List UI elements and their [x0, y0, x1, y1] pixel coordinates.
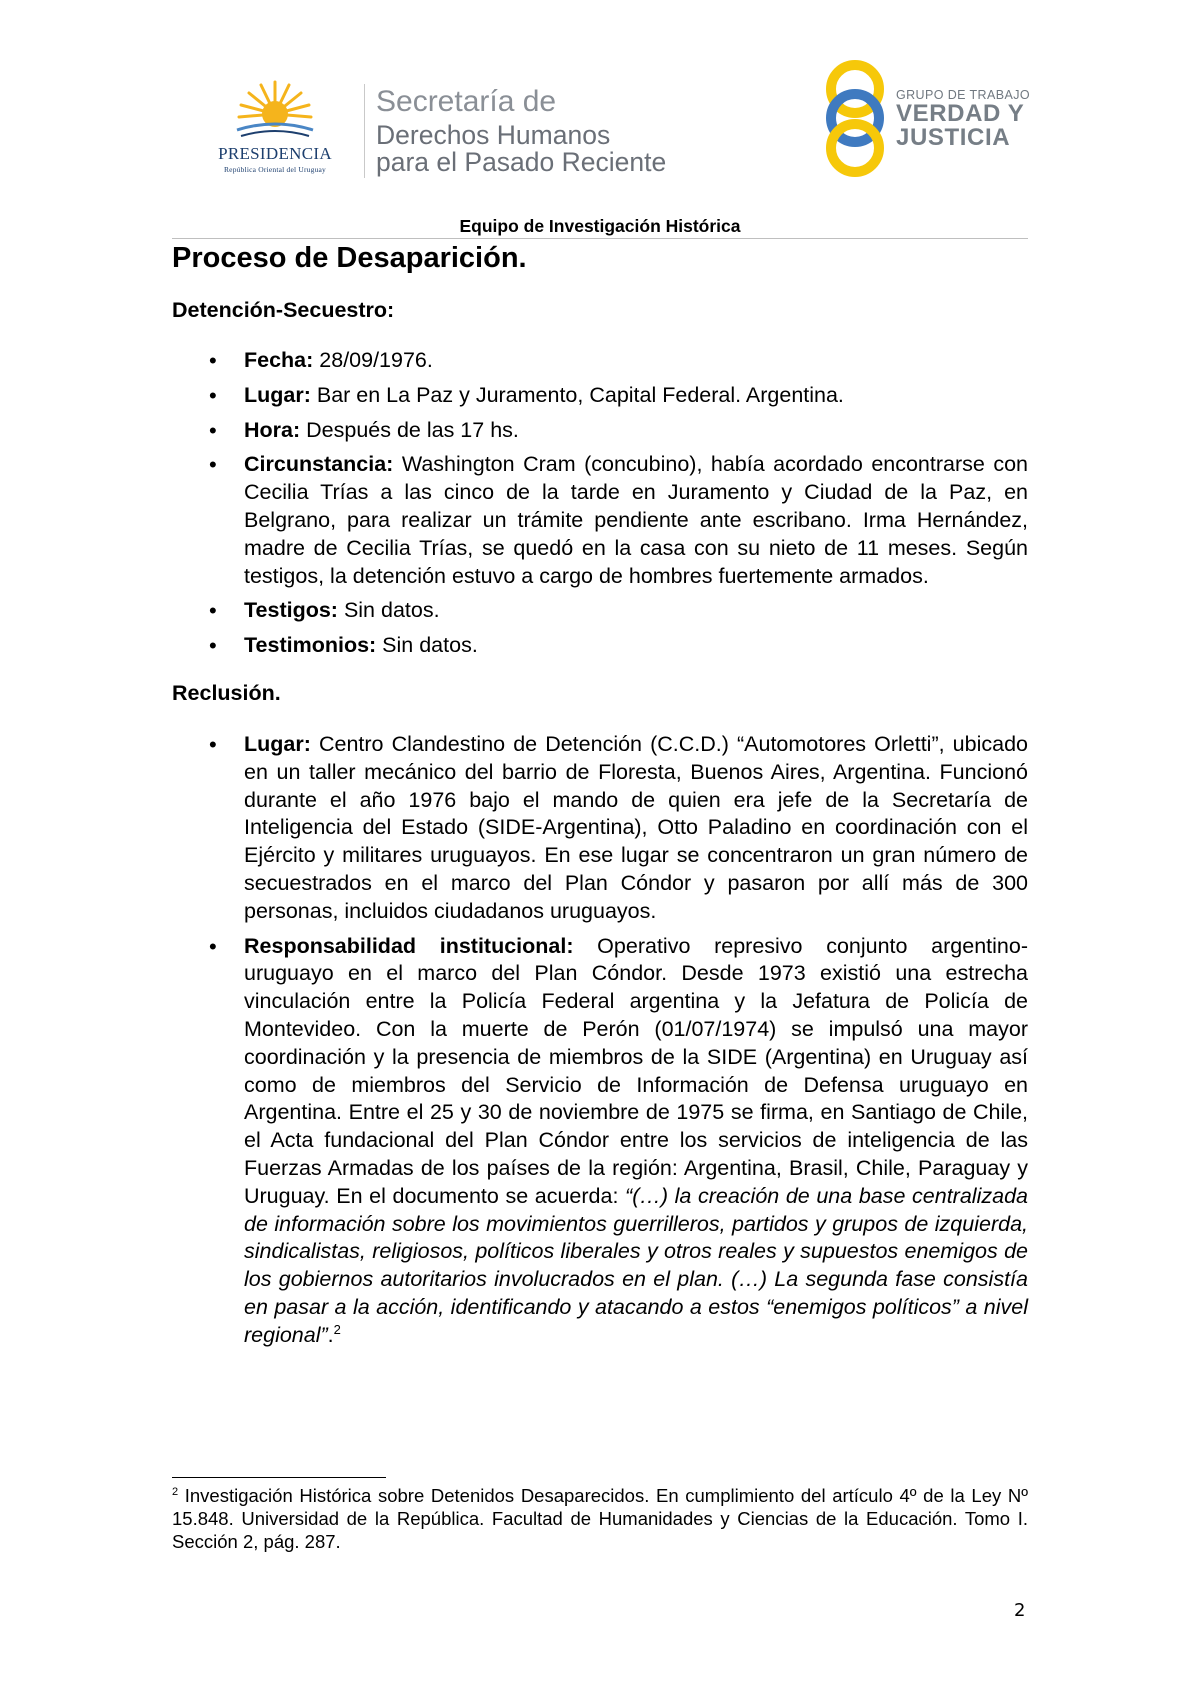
list-item	[172, 933, 1028, 1350]
list-item	[172, 451, 1028, 590]
item-text: Centro Clandestino de Detención (C.C.D.) “Automotores Orletti”, ubicado en un taller mecánico del barrio de Floresta, Buenos Aires, Argentina. Funcionó durante el año 1976 bajo el mando de quien era jefe de la Secretaría de Inteligencia del Estado (SIDE-Argentina), Otto Paladino en coordinación con el Ejército y militares uruguayos. En ese lugar se concentraron un gran número de secuestrados en el marco del Plan Cóndor y pasaron por allí más de 300 personas, incluidos ciudadanos uruguayos.	[244, 731, 1028, 923]
detencion-heading: Detención-Secuestro:	[172, 298, 395, 322]
bullet-icon: •	[209, 348, 217, 373]
item-label: Hora:	[244, 417, 301, 442]
item-label: Testimonios:	[244, 633, 377, 658]
sun-emblem-icon	[235, 78, 315, 142]
item-label: Circunstancia:	[244, 452, 394, 477]
item-label: Responsabilidad institucional:	[244, 933, 574, 958]
item-label: Fecha:	[244, 348, 314, 372]
team-name: Equipo de Investigación Histórica	[459, 216, 741, 236]
bullet-icon: •	[209, 633, 217, 659]
document-body	[172, 240, 1028, 1357]
footnote	[172, 1484, 1028, 1553]
list-item	[172, 632, 1028, 660]
item-text: Washington Cram (concubino), había acordado encontrarse con Cecilia Trías a las cinco de la tarde en Juramento y Ciudad de la Paz, en Belgrano, para realizar un trámite pendiente ante escribano. Irma Hernández, madre de Cecilia Trías, se quedó en la casa con su nieto de 11 meses. Según testigos, la detención estuvo a cargo de hombres fuertemente armados.	[244, 452, 1028, 588]
bullet-icon: •	[209, 382, 217, 408]
page-header	[0, 0, 1190, 236]
list-item	[172, 731, 1028, 926]
item-text: Operativo represivo conjunto argentino-uruguayo en el marco del Plan Cóndor. Desde 1973 existió una estrecha vinculación entre la Policía Federal argentina y la Jefatura de Policía de Montevideo. Con la muerte de Perón (01/07/1974) se impulsó una mayor coordinación y la presencia de miembros de la SIDE (Argentina) en Uruguay así como de miembros del Servicio de Información de Defensa uruguayo en Argentina. Entre el 25 y 30 de noviembre de 1975 se firma, en Santiago de Chile, el Acta fundacional del Plan Cóndor entre los servicios de inteligencia de las Fuerzas Armadas de los países de la región: Argentina, Brasil, Chile, Paraguay y Uruguay. En el documento se acuerda:	[244, 933, 1028, 1208]
bullet-icon: •	[209, 598, 217, 624]
list-item	[172, 417, 1028, 445]
item-text: 28/09/1976.	[313, 348, 433, 372]
reclusion-heading: Reclusión.	[172, 680, 281, 705]
bullet-icon: •	[209, 417, 217, 443]
grupo-verdad-justicia-logo	[822, 56, 1032, 182]
grupo-line2: VERDAD Y	[896, 100, 1025, 127]
list-item	[172, 347, 1028, 375]
presidencia-subtitle: República Oriental del Uruguay	[223, 165, 326, 174]
list-item	[172, 597, 1028, 625]
quote-end: .	[327, 1322, 334, 1347]
list-item	[172, 382, 1028, 410]
header-rule	[172, 238, 1028, 239]
secretaria-line1: Secretaría de	[376, 85, 557, 118]
secretaria-line3: para el Pasado Reciente	[376, 147, 667, 177]
plan-condor-quote: “(…) la creación de una base centralizada de información sobre los movimientos guerrilleros, partidos y grupos de izquierda, sindicalistas, religiosos, políticos liberales y otros reales y supuestos enemigos de los gobiernos autoritarios involucrados en el plan. (…) La segunda fase consistía en pasar a la acción, identificando y atacando a estos “enemigos políticos” a nivel regional”	[244, 1183, 1028, 1347]
item-text: Después de las 17 hs.	[300, 417, 519, 442]
item-text: Bar en La Paz y Juramento, Capital Federal. Argentina.	[310, 382, 844, 407]
bullet-icon: •	[209, 452, 217, 478]
item-label: Lugar:	[244, 731, 311, 756]
item-label: Testigos:	[244, 598, 338, 623]
footnote-number: 2	[172, 1485, 179, 1498]
rings-emblem-icon	[822, 56, 892, 182]
grupo-line1: GRUPO DE TRABAJO	[896, 88, 1030, 102]
page-title: Proceso de Desaparición.	[172, 242, 527, 274]
bullet-icon: •	[209, 933, 217, 959]
detencion-list	[172, 347, 1028, 660]
page-number: 2	[1014, 1600, 1026, 1621]
footnote-ref[interactable]: 2	[333, 1321, 341, 1337]
secretaria-line2: Derechos Humanos	[376, 120, 611, 150]
presidencia-logo	[195, 78, 355, 178]
header-divider	[364, 84, 365, 178]
item-text: Sin datos.	[337, 598, 440, 623]
footnote-rule	[172, 1477, 386, 1478]
item-text: Sin datos.	[376, 633, 478, 658]
reclusion-list	[172, 731, 1028, 1350]
bullet-icon: •	[209, 731, 217, 757]
item-label: Lugar:	[244, 382, 311, 407]
footnote-text: Investigación Histórica sobre Detenidos Desaparecidos. En cumplimiento del artículo 4º de la Ley Nº 15.848. Universidad de la República. Facultad de Humanidades y Ciencias de la Educación. Tomo I. Sección 2, pág. 287.	[172, 1485, 1028, 1552]
grupo-line3: JUSTICIA	[896, 124, 1011, 151]
presidencia-name: PRESIDENCIA	[218, 144, 332, 163]
